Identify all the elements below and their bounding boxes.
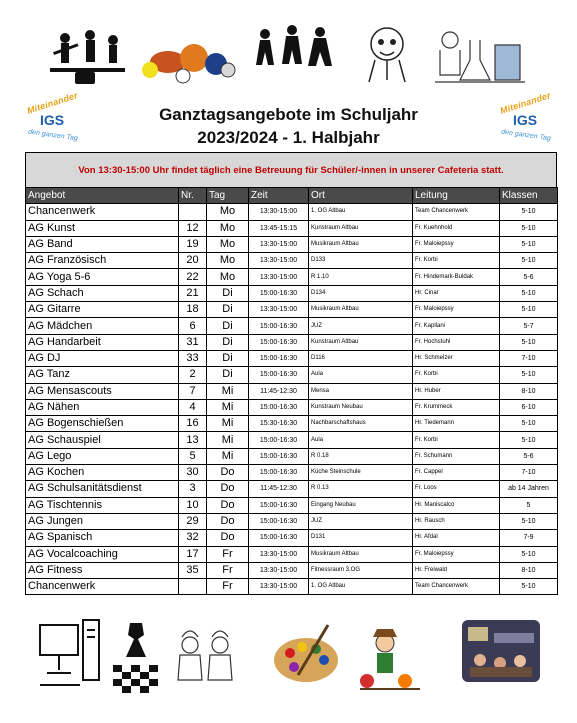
offer-time: 13:30-15:00 xyxy=(249,236,309,252)
offer-number: 29 xyxy=(179,513,207,529)
table-row xyxy=(26,302,558,318)
table-header-row xyxy=(26,188,558,204)
offer-name: AG Mädchen xyxy=(26,318,179,334)
offer-location: Kunstraum Altbau xyxy=(309,334,413,350)
offer-leader: Team Chancenwerk xyxy=(413,204,500,220)
offer-time: 13:30-15:00 xyxy=(249,269,309,285)
offer-day: Mo xyxy=(207,253,249,269)
offer-time: 11:45-12:30 xyxy=(249,481,309,497)
logo-igs: IGS xyxy=(513,112,538,128)
offer-number: 35 xyxy=(179,562,207,578)
table-row xyxy=(26,497,558,513)
offer-leader: Fr. Korbi xyxy=(413,253,500,269)
offer-name: AG Lego xyxy=(26,448,179,464)
offer-leader: Fr. Korbi xyxy=(413,432,500,448)
offer-day: Mo xyxy=(207,269,249,285)
offer-time: 13:30-15:00 xyxy=(249,562,309,578)
offer-leader: Fr. Krummeck xyxy=(413,399,500,415)
offer-grades: 5-10 xyxy=(500,367,558,383)
table-row xyxy=(26,546,558,562)
offer-grades: 5-10 xyxy=(500,253,558,269)
offer-number: 6 xyxy=(179,318,207,334)
offer-grades: 5-6 xyxy=(500,269,558,285)
offer-name: AG Schauspiel xyxy=(26,432,179,448)
offer-location: R 0.18 xyxy=(309,448,413,464)
offer-number: 32 xyxy=(179,530,207,546)
table-row xyxy=(26,513,558,529)
table-row xyxy=(26,236,558,252)
offer-day: Mi xyxy=(207,432,249,448)
music-band-illustration xyxy=(45,20,130,90)
logo-ring-top: Miteinander xyxy=(498,90,552,116)
table-row xyxy=(26,465,558,481)
column-header-zeit: Zeit xyxy=(249,188,309,204)
offer-grades: 5-10 xyxy=(500,204,558,220)
offer-number: 21 xyxy=(179,285,207,301)
offer-day: Di xyxy=(207,334,249,350)
offer-grades: 5 xyxy=(500,497,558,513)
table-row xyxy=(26,334,558,350)
offer-grades: 5-10 xyxy=(500,302,558,318)
table-row xyxy=(26,399,558,415)
logo-ring-bottom: den ganzen Tag xyxy=(500,128,552,143)
offer-location: Aula xyxy=(309,367,413,383)
offer-name: AG Tanz xyxy=(26,367,179,383)
offer-day: Do xyxy=(207,497,249,513)
offer-leader: Fr. Maloiepssy xyxy=(413,236,500,252)
table-row xyxy=(26,432,558,448)
logo-ring-top: Miteinander xyxy=(25,90,79,116)
offer-grades: 5-10 xyxy=(500,432,558,448)
offer-number: 4 xyxy=(179,399,207,415)
offer-name: AG Jungen xyxy=(26,513,179,529)
offer-name: AG Tischtennis xyxy=(26,497,179,513)
offer-grades: 5-10 xyxy=(500,546,558,562)
offer-grades: 5-10 xyxy=(500,579,558,595)
offer-leader: Hr. Schmelzer xyxy=(413,350,500,366)
column-header-nr: Nr. xyxy=(179,188,207,204)
column-header-tag: Tag xyxy=(207,188,249,204)
offer-day: Do xyxy=(207,513,249,529)
offer-location: Nachbarschaftshaus xyxy=(309,416,413,432)
offer-number: 2 xyxy=(179,367,207,383)
table-row xyxy=(26,562,558,578)
offer-location: D133 xyxy=(309,253,413,269)
table-row xyxy=(26,383,558,399)
offer-location: Musikraum Altbau xyxy=(309,546,413,562)
offer-number: 7 xyxy=(179,383,207,399)
offer-leader: Fr. Loos xyxy=(413,481,500,497)
column-header-ort: Ort xyxy=(309,188,413,204)
offer-name: AG Mensascouts xyxy=(26,383,179,399)
offer-grades: 5-10 xyxy=(500,513,558,529)
offer-time: 13:30-15:00 xyxy=(249,546,309,562)
table-row xyxy=(26,416,558,432)
offer-time: 15:00-16:30 xyxy=(249,465,309,481)
offer-number: 10 xyxy=(179,497,207,513)
table-row xyxy=(26,220,558,236)
offer-day: Di xyxy=(207,350,249,366)
table-row xyxy=(26,253,558,269)
classroom-photo xyxy=(460,615,542,700)
table-row xyxy=(26,367,558,383)
offer-day: Mo xyxy=(207,236,249,252)
offer-leader: Fr. Schumann xyxy=(413,448,500,464)
computer-illustration xyxy=(35,615,105,700)
offer-name: AG Spanisch xyxy=(26,530,179,546)
offer-location: 1. OG Altbau xyxy=(309,204,413,220)
table-row xyxy=(26,350,558,366)
offer-day: Do xyxy=(207,465,249,481)
offer-name: AG Yoga 5-6 xyxy=(26,269,179,285)
offer-number: 22 xyxy=(179,269,207,285)
offer-leader: Fr. Maloiepssy xyxy=(413,302,500,318)
logo-igs: IGS xyxy=(40,112,65,128)
offer-number: 30 xyxy=(179,465,207,481)
offer-location: D116 xyxy=(309,350,413,366)
offer-leader: Hr. Cinar xyxy=(413,285,500,301)
offer-location: Musikraum Altbau xyxy=(309,236,413,252)
offer-name: Chancenwerk xyxy=(26,204,179,220)
offer-leader: Hr. Freiwald xyxy=(413,562,500,578)
table-row xyxy=(26,204,558,220)
offer-grades: 5-7 xyxy=(500,318,558,334)
offer-leader: Fr. Hochstuhl xyxy=(413,334,500,350)
offer-number: 16 xyxy=(179,416,207,432)
offer-grades: 5-10 xyxy=(500,236,558,252)
table-row xyxy=(26,481,558,497)
offer-day: Mi xyxy=(207,383,249,399)
offer-day: Do xyxy=(207,481,249,497)
offer-name: AG Schach xyxy=(26,285,179,301)
offer-location: D134 xyxy=(309,285,413,301)
offer-day: Di xyxy=(207,302,249,318)
offer-name: AG Vocalcoaching xyxy=(26,546,179,562)
table-row xyxy=(26,269,558,285)
offer-time: 15:00-16:30 xyxy=(249,432,309,448)
gardener-illustration xyxy=(355,615,425,700)
offer-leader: Fr. Hindemark-Buldak xyxy=(413,269,500,285)
offer-day: Di xyxy=(207,318,249,334)
offer-day: Fr xyxy=(207,562,249,578)
offer-day: Mi xyxy=(207,448,249,464)
offer-time: 15:00-16:30 xyxy=(249,448,309,464)
offer-grades: 5-10 xyxy=(500,285,558,301)
offer-name: AG DJ xyxy=(26,350,179,366)
offer-leader: Hr. Afdal xyxy=(413,530,500,546)
table-row xyxy=(26,285,558,301)
offer-day: Di xyxy=(207,367,249,383)
schedule-table-wrapper xyxy=(25,152,557,595)
offer-grades: 5-10 xyxy=(500,416,558,432)
table-row xyxy=(26,530,558,546)
offer-location: D131 xyxy=(309,530,413,546)
offer-location: JUZ xyxy=(309,513,413,529)
offer-number: 13 xyxy=(179,432,207,448)
offer-number: 18 xyxy=(179,302,207,318)
offer-location: JUZ xyxy=(309,318,413,334)
offer-number: 31 xyxy=(179,334,207,350)
offer-name: AG Fitness xyxy=(26,562,179,578)
offer-time: 15:00-16:30 xyxy=(249,497,309,513)
offer-time: 15:00-16:30 xyxy=(249,530,309,546)
offer-time: 11:45-12:30 xyxy=(249,383,309,399)
offer-time: 13:30-15:00 xyxy=(249,579,309,595)
offer-leader: Hr. Huber xyxy=(413,383,500,399)
offer-name: Chancenwerk xyxy=(26,579,179,595)
offer-name: AG Bogenschießen xyxy=(26,416,179,432)
offer-location: Kunstraum Neubau xyxy=(309,399,413,415)
offer-time: 15:00-16:30 xyxy=(249,318,309,334)
offer-location: 1. OG Altbau xyxy=(309,579,413,595)
page-title: Ganztagsangebote im Schuljahr xyxy=(159,105,418,124)
cooks-illustration xyxy=(170,615,245,700)
offer-number: 5 xyxy=(179,448,207,464)
offer-leader: Team Chancenwerk xyxy=(413,579,500,595)
offer-leader: Hr. Rausch xyxy=(413,513,500,529)
offer-time: 13:30-15:00 xyxy=(249,253,309,269)
offer-leader: Hr. Maniscalco xyxy=(413,497,500,513)
offer-location: Kunstraum Altbau xyxy=(309,220,413,236)
offer-day: Mo xyxy=(207,204,249,220)
offer-grades: 8-10 xyxy=(500,562,558,578)
offer-grades: 7-9 xyxy=(500,530,558,546)
offer-number: 17 xyxy=(179,546,207,562)
offer-leader: Fr. Korbi xyxy=(413,367,500,383)
offer-number: 3 xyxy=(179,481,207,497)
offer-day: Di xyxy=(207,285,249,301)
offer-name: AG Kochen xyxy=(26,465,179,481)
offer-time: 15:00-16:30 xyxy=(249,350,309,366)
offer-name: AG Gitarre xyxy=(26,302,179,318)
offer-day: Mi xyxy=(207,416,249,432)
offer-location: R 0.13 xyxy=(309,481,413,497)
offer-name: AG Band xyxy=(26,236,179,252)
offer-name: AG Schulsanitätsdienst xyxy=(26,481,179,497)
offer-time: 15:00-16:30 xyxy=(249,334,309,350)
offer-grades: 6-10 xyxy=(500,399,558,415)
offer-day: Mi xyxy=(207,399,249,415)
offer-location: Aula xyxy=(309,432,413,448)
offer-time: 15:30-16:30 xyxy=(249,416,309,432)
chess-illustration xyxy=(108,615,163,700)
table-row xyxy=(26,448,558,464)
dancers-illustration xyxy=(250,20,345,90)
offer-time: 15:00-16:30 xyxy=(249,513,309,529)
offer-grades: 7-10 xyxy=(500,350,558,366)
logo-ring-bottom: den ganzen Tag xyxy=(27,128,79,143)
offer-location: Fitnessraum 3.OG xyxy=(309,562,413,578)
offer-leader: Fr. Cappel xyxy=(413,465,500,481)
column-header-leitung: Leitung xyxy=(413,188,500,204)
offer-time: 13:45-15:15 xyxy=(249,220,309,236)
offer-time: 15:00-16:30 xyxy=(249,367,309,383)
offer-grades: 5-10 xyxy=(500,334,558,350)
page-subtitle: 2023/2024 - 1. Halbjahr xyxy=(197,128,380,147)
offer-time: 13:30-15:00 xyxy=(249,204,309,220)
offer-location: Küche Steinschule xyxy=(309,465,413,481)
offer-day: Mo xyxy=(207,220,249,236)
offer-grades: 7-10 xyxy=(500,465,558,481)
offer-leader: Hr. Tiedemann xyxy=(413,416,500,432)
offer-location: R 1.10 xyxy=(309,269,413,285)
offer-grades: 8-10 xyxy=(500,383,558,399)
offer-number: 12 xyxy=(179,220,207,236)
offer-location: Musikraum Altbau xyxy=(309,302,413,318)
chemistry-lab-illustration xyxy=(430,20,530,90)
offer-name: AG Nähen xyxy=(26,399,179,415)
offer-time: 13:30-15:00 xyxy=(249,302,309,318)
paint-palette-illustration xyxy=(268,615,343,700)
offer-time: 15:00-16:30 xyxy=(249,285,309,301)
offer-leader: Fr. Kapllani xyxy=(413,318,500,334)
offer-name: AG Französisch xyxy=(26,253,179,269)
offer-day: Fr xyxy=(207,579,249,595)
offer-location: Mensa xyxy=(309,383,413,399)
table-body xyxy=(26,204,558,595)
sports-balls-illustration xyxy=(138,20,238,90)
offer-grades: 5-10 xyxy=(500,220,558,236)
table-row xyxy=(26,579,558,595)
offer-number xyxy=(179,204,207,220)
table-row xyxy=(26,318,558,334)
notice-banner: Von 13:30-15:00 Uhr findet täglich eine Betreuung für Schüler/-innen in unserer Cafeteria statt. xyxy=(25,152,557,187)
column-header-klassen: Klassen xyxy=(500,188,558,204)
column-header-angebot: Angebot xyxy=(26,188,179,204)
offer-number xyxy=(179,579,207,595)
offer-day: Do xyxy=(207,530,249,546)
offer-grades: ab 14 Jahren xyxy=(500,481,558,497)
offer-leader: Fr. Kuehnhold xyxy=(413,220,500,236)
offer-number: 33 xyxy=(179,350,207,366)
offer-day: Fr xyxy=(207,546,249,562)
offer-location: Eingang Neubau xyxy=(309,497,413,513)
offer-grades: 5-6 xyxy=(500,448,558,464)
offer-name: AG Kunst xyxy=(26,220,179,236)
schedule-table xyxy=(25,187,558,595)
offer-time: 15:00-16:30 xyxy=(249,399,309,415)
offer-number: 19 xyxy=(179,236,207,252)
offer-leader: Fr. Maloiepssy xyxy=(413,546,500,562)
offer-number: 20 xyxy=(179,253,207,269)
cartoon-character-illustration xyxy=(355,20,425,90)
offer-name: AG Handarbeit xyxy=(26,334,179,350)
